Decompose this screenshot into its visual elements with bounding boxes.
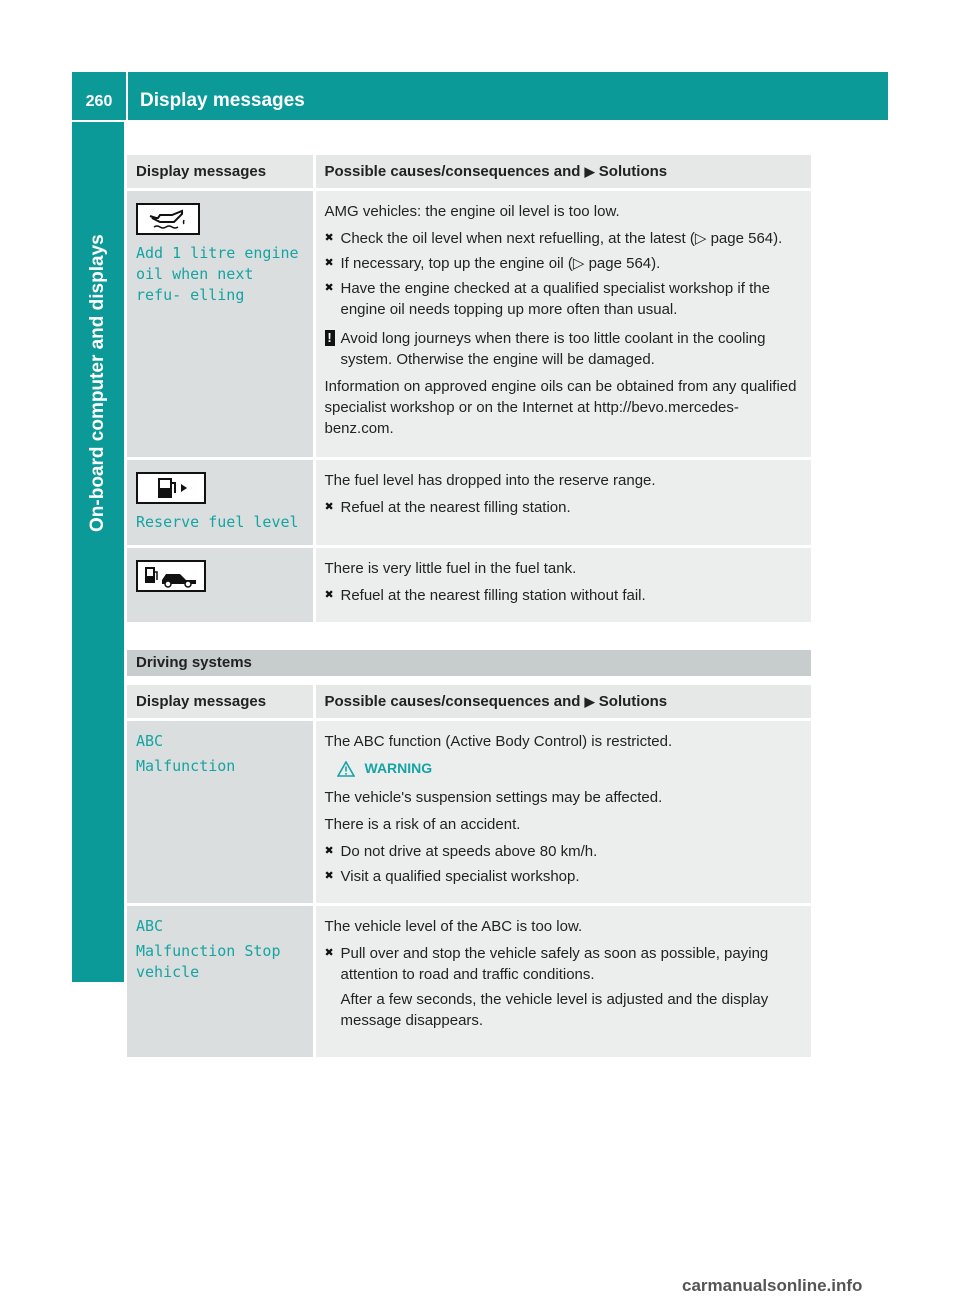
action-arrow-icon: ✖ (324, 589, 334, 601)
oil-can-icon (136, 203, 200, 235)
action-arrow-icon: ✖ (324, 257, 334, 269)
cause-text: The vehicle level of the ABC is too low. (324, 918, 583, 935)
info-text: Information on approved engine oils can be obtained from any qualified specialist workshop or on the Internet at http://bevo.mercedes-benz.com. (324, 378, 797, 437)
table-header-row (127, 155, 811, 190)
notice-item (325, 328, 803, 370)
action-text: Check the oil level when next refuelling, at the latest (▷ page 564). (340, 230, 783, 247)
solution-cell (314, 547, 811, 624)
cause-text: The fuel level has dropped into the reserve range. (324, 472, 656, 489)
action-item (325, 228, 803, 249)
page-number: 260 (85, 93, 113, 110)
solution-cell (314, 459, 811, 547)
action-item (325, 253, 803, 274)
display-text-line1: ABC (136, 917, 164, 935)
fuel-pump-icon (136, 472, 206, 504)
action-item (325, 943, 803, 985)
column-header-solutions-suffix: Solutions (598, 693, 668, 710)
column-header-solutions-prefix: Possible causes/consequences and (324, 163, 581, 180)
action-text: Pull over and stop the vehicle safely as soon as possible, paying attention to road and traffic conditions. (340, 945, 769, 983)
cause-text: There is very little fuel in the fuel tank. (324, 560, 577, 577)
warning-risk: There is a risk of an accident. (324, 816, 521, 833)
warning-detail: The vehicle's suspension settings may be affected. (324, 789, 663, 806)
message-cell (127, 905, 314, 1059)
column-header-messages: Display messages (127, 155, 314, 190)
action-item (325, 497, 803, 518)
message-cell (127, 720, 314, 905)
play-arrow-icon: ▶ (584, 164, 595, 179)
page-header (72, 72, 888, 120)
action-item (325, 841, 803, 862)
side-tab-label: On-board computer and displays (87, 234, 108, 532)
action-arrow-icon: ✖ (324, 232, 334, 244)
action-text: Refuel at the nearest filling station. (340, 499, 571, 516)
header-divider (126, 72, 128, 120)
action-text: Visit a qualified specialist workshop. (340, 868, 580, 885)
watermark: carmanualsonline.info (682, 1276, 863, 1295)
display-messages-table (127, 155, 811, 625)
cause-text: The ABC function (Active Body Control) is restricted. (324, 733, 673, 750)
action-item (325, 585, 803, 606)
action-text: Do not drive at speeds above 80 km/h. (340, 843, 598, 860)
message-cell (127, 190, 314, 459)
play-arrow-icon: ▶ (584, 694, 595, 709)
fuel-car-icon (136, 560, 206, 592)
display-text-line2: Malfunction (136, 757, 236, 775)
column-header-solutions-prefix: Possible causes/consequences and (324, 693, 581, 710)
exclamation-icon: ! (325, 330, 335, 346)
message-cell (127, 547, 314, 624)
section-title: Driving systems (127, 650, 811, 676)
notice-text: Avoid long journeys when there is too little coolant in the cooling system. Otherwise the engine will be damaged. (340, 330, 766, 368)
message-cell (127, 459, 314, 547)
driving-systems-table (127, 685, 811, 1060)
display-text-line2: Malfunction Stop vehicle (136, 942, 281, 981)
table-row (127, 547, 811, 624)
table-header-row (127, 685, 811, 720)
action-arrow-icon: ✖ (324, 947, 334, 959)
warning-text: WARNING (364, 760, 433, 776)
action-item (325, 278, 803, 320)
solution-cell (314, 720, 811, 905)
column-header-messages: Display messages (127, 685, 314, 720)
page-title: Display messages (140, 90, 305, 111)
column-header-solutions-suffix: Solutions (598, 163, 668, 180)
follow-up-text: After a few seconds, the vehicle level is adjusted and the display message disappears. (340, 991, 769, 1029)
solution-cell (314, 190, 811, 459)
warning-label (337, 758, 803, 779)
action-arrow-icon: ✖ (324, 870, 334, 882)
action-arrow-icon: ✖ (324, 282, 334, 294)
column-header-solutions (314, 685, 811, 720)
table-row (127, 459, 811, 547)
table-row (127, 720, 811, 905)
display-text: Reserve fuel level (136, 513, 299, 531)
action-arrow-icon: ✖ (324, 845, 334, 857)
column-header-solutions (314, 155, 811, 190)
warning-triangle-icon (337, 761, 355, 777)
solution-cell (314, 905, 811, 1059)
table-row (127, 190, 811, 459)
side-tab (72, 122, 124, 982)
action-text: Have the engine checked at a qualified specialist workshop if the engine oil needs topping up more often than usual. (340, 280, 770, 318)
display-text-line1: ABC (136, 732, 164, 750)
table-row (127, 905, 811, 1059)
action-text: Refuel at the nearest filling station without fail. (340, 587, 646, 604)
action-arrow-icon: ✖ (324, 501, 334, 513)
action-item (325, 866, 803, 887)
display-text: Add 1 litre engine oil when next refu‑ elling (136, 244, 299, 304)
action-text: If necessary, top up the engine oil (▷ page 564). (340, 255, 661, 272)
cause-text: AMG vehicles: the engine oil level is too low. (324, 203, 620, 220)
